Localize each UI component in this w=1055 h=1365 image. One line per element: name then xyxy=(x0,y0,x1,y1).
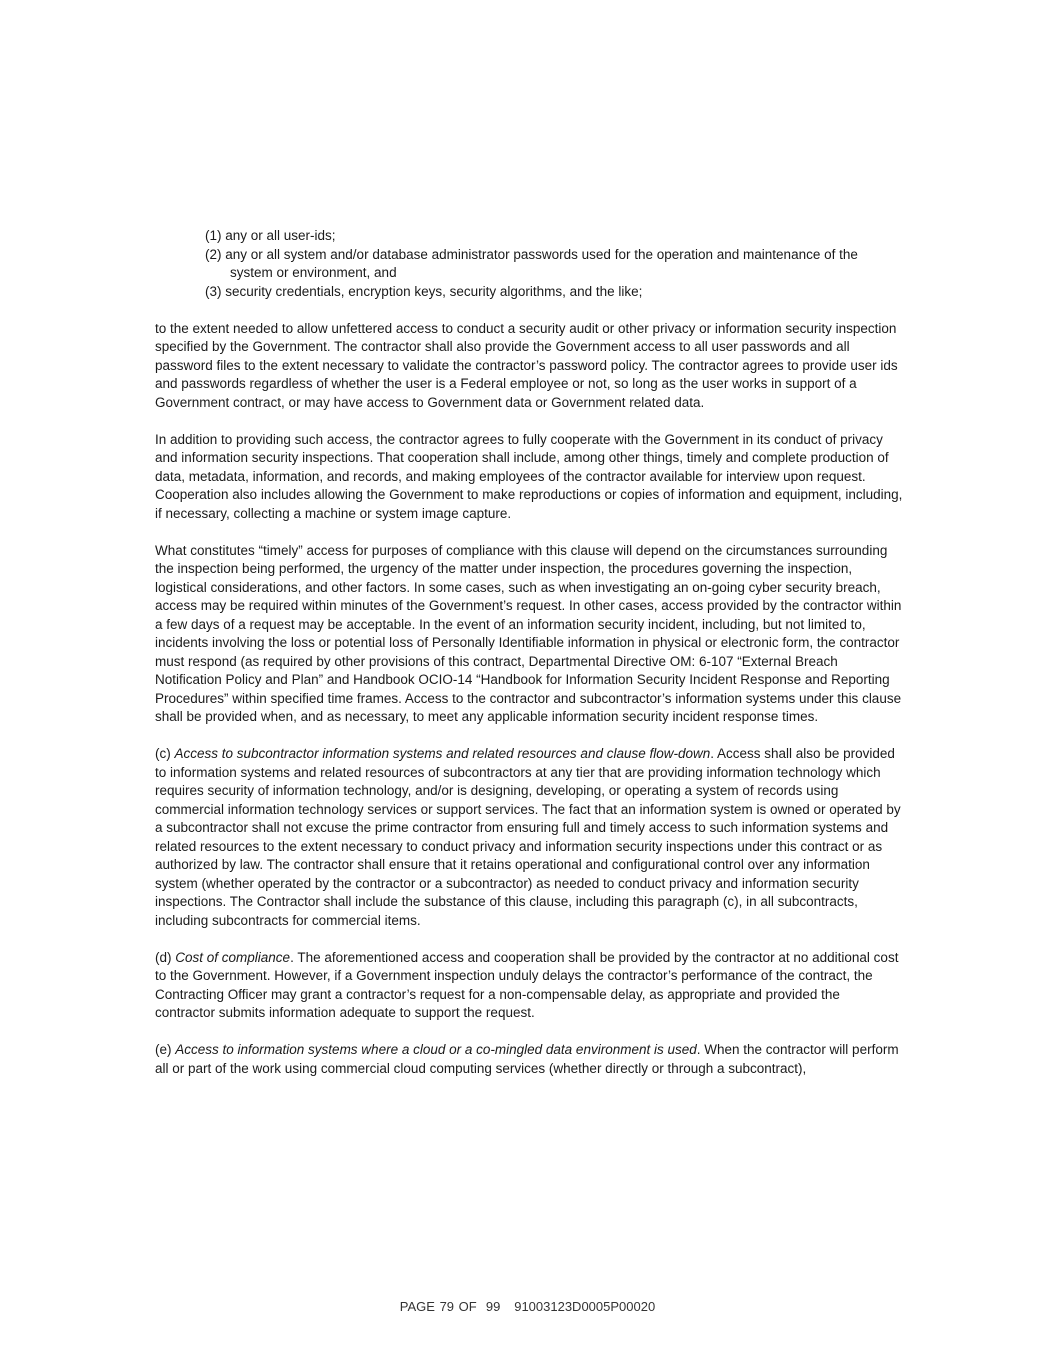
clause-label: (d) xyxy=(155,949,176,965)
page-number-label: PAGE 79 OF 99 91003123D0005P00020 xyxy=(399,1299,656,1314)
page-footer xyxy=(0,1299,1055,1314)
document-body xyxy=(155,227,903,1097)
clause-body: . The aforementioned access and cooperation shall be provided by the contractor at no additional cost to the Government. However, if a Government inspection unduly delays the contractor’s performance of the contract, the Contracting Officer may grant a contractor’s request for a non-compensable delay, as appropriate and provided the contractor submits information adequate to support the request. xyxy=(155,949,899,1020)
paragraph-e-cloud-access xyxy=(155,1041,903,1078)
paragraph-timely-access: What constitutes “timely” access for purposes of compliance with this clause will depend on the circumstances surrounding the inspection being performed, the urgency of the matter under inspection, the procedures governing the inspection, logistical considerations, and other factors. In some cases, such as when investigating an on-going cyber security breach, access may be required within minutes of the Government’s request. In other cases, access provided by the contractor within a few days of a request may be acceptable. In the event of an information security incident, including, but not limited to, incidents involving the loss or potential loss of Personally Identifiable information in physical or electronic form, the contractor must respond (as required by other provisions of this contract, Departmental Directive OM: 6-107 “External Breach Notification Policy and Plan” and Handbook OCIO-14 “Handbook for Information Security Incident Response and Reporting Procedures” within specified time frames. Access to the contractor and subcontractor’s information systems under this clause shall be provided when, and as necessary, to meet any applicable information security incident response times. xyxy=(155,542,902,724)
clause-label: (c) xyxy=(155,746,175,761)
paragraph-cooperation: In addition to providing such access, the contractor agrees to fully cooperate with the Government in its conduct of privacy and information security inspections. That cooperation shall include, among other things, timely and complete production of data, metadata, information, and records, and making employees of the contractor available for interview upon request. Cooperation also includes allowing the Government to make reproductions or copies of information and equipment, including, if necessary, collecting a machine or system image capture. xyxy=(155,431,903,521)
paragraph-d-cost-of-compliance xyxy=(155,949,903,1023)
list-item: (2) any or all system and/or database administrator passwords used for the operation and maintenance of the system or environment, and xyxy=(205,246,858,280)
clause-title: Access to information systems where a cloud or a co-mingled data environment is used xyxy=(175,1042,697,1057)
list-item: (1) any or all user-ids; xyxy=(205,228,336,243)
clause-label: (e) xyxy=(155,1042,176,1057)
clause-body: . Access shall also be provided to information systems and related resources of subcontractors at any tier that are providing information technology which requires security of information technology, and/or is designing, developing, or operating a system of records using commercial information technology services or support services. The fact that an information system is owned or operated by a subcontractor shall not excuse the prime contractor from ensuring full and timely access to such information systems and related resources to the extent necessary to conduct privacy and information security inspections under this contract or as authorized by law. The contractor shall ensure that it retains operational and configurational control over any information system (whether operated by the contractor or a subcontractor) as needed to conduct privacy and information security inspections. The Contractor shall include the substance of this clause, including this paragraph (c), in all subcontracts, including subcontracts for commercial items. xyxy=(155,746,901,928)
credentials-list xyxy=(205,227,903,301)
clause-title: Cost of compliance xyxy=(175,949,291,965)
clause-title: Access to subcontractor information systems and related resources and clause flow-down xyxy=(174,746,711,761)
paragraph-access-extent: to the extent needed to allow unfettered access to conduct a security audit or other privacy or information security inspection specified by the Government. The contractor shall also provide the Government access to all user passwords and all password files to the extent necessary to validate the contractor’s password policy. The contractor agrees to provide user ids and passwords regardless of whether the user is a Federal employee or not, so long as the user works in support of a Government contract, or may have access to Government data or Government related data. xyxy=(155,320,898,410)
list-item: (3) security credentials, encryption keys, security algorithms, and the like; xyxy=(205,283,643,299)
paragraph-c-subcontractor-access xyxy=(155,745,903,930)
clause-body: . When the contractor will perform all or part of the work using commercial cloud computing services (whether directly or through a subcontract), xyxy=(155,1042,899,1076)
